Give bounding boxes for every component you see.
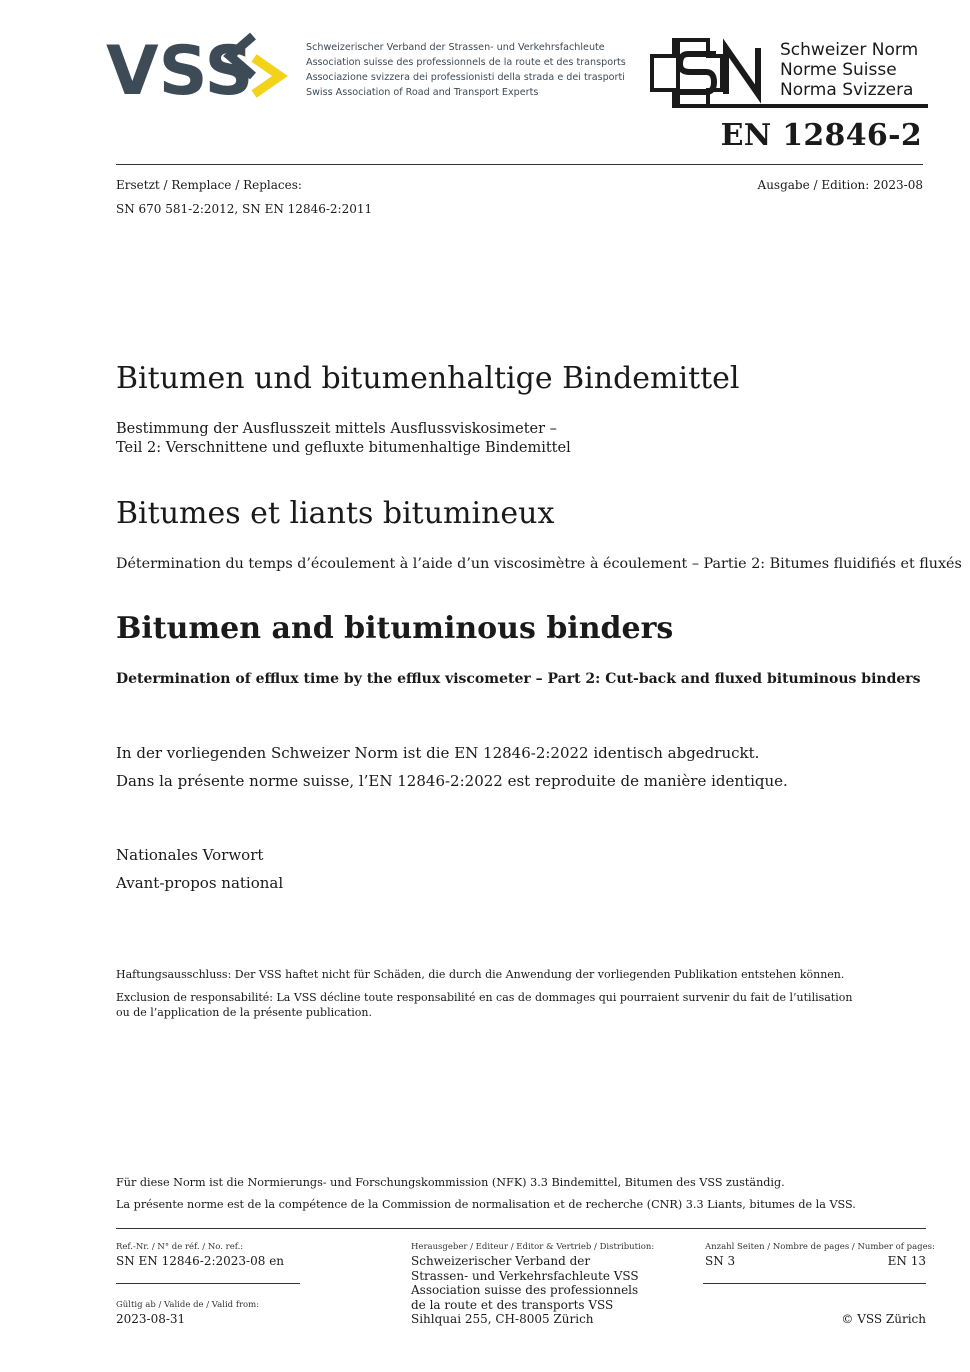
vss-tagline-de: Schweizerischer Verband der Strassen- und Verkehrsfachleute <box>306 42 605 53</box>
vss-logo-text: VSS <box>106 32 254 102</box>
subtitle-en: Determination of efflux time by the efflux viscometer – Part 2: Cut-back and fluxed bituminous binders <box>116 671 921 687</box>
publisher-line: Strassen- und Verkehrsfachleute VSS <box>411 1268 639 1283</box>
publisher-label: Herausgeber / Editeur / Editor & Vertrieb / Distribution: <box>411 1242 655 1252</box>
foreword-fr: Avant-propos national <box>116 874 284 892</box>
pages-divider <box>703 1283 926 1284</box>
vss-tagline <box>306 40 626 100</box>
pages-sn: SN 3 <box>705 1254 736 1268</box>
copyright: © VSS Zürich <box>841 1312 926 1326</box>
edition-label: Ausgabe / Edition: 2023-08 <box>757 178 923 192</box>
publisher-line: Sihlquai 255, CH-8005 Zürich <box>411 1312 594 1326</box>
disclaimer-fr-line-2: ou de l’application de la présente publication. <box>116 1006 372 1019</box>
valid-value: 2023-08-31 <box>116 1312 186 1326</box>
subtitle-de <box>116 420 571 458</box>
replaces-label: Ersetzt / Remplace / Replaces: <box>116 178 302 192</box>
disclaimer-de: Haftungsausschluss: Der VSS haftet nicht für Schäden, die durch die Anwendung der vorliegenden Publikation entstehen können. <box>116 968 845 981</box>
subtitle-de-line-1: Bestimmung der Ausflusszeit mittels Ausflussviskosimeter – <box>116 421 557 437</box>
publisher-line: de la route et des transports VSS <box>411 1297 614 1312</box>
publisher-line: Association suisse des professionnels <box>411 1283 639 1297</box>
responsibility-fr: La présente norme est de la compétence de la Commission de normalisation et de recherche (CNR) 3.3 Liants, bitumes de la VSS. <box>116 1198 856 1211</box>
subtitle-fr: Détermination du temps d’écoulement à l’aide d’un viscosimètre à écoulement – Partie 2: Bitumes fluidifiés et fluxés <box>116 556 962 572</box>
ref-divider <box>116 1283 300 1284</box>
subtitle-de-line-2: Teil 2: Verschnittene und gefluxte bitumenhaltige Bindemittel <box>116 440 571 456</box>
publisher-address <box>411 1254 639 1327</box>
statement-de: In der vorliegenden Schweizer Norm ist die EN 12846-2:2022 identisch abgedruckt. <box>116 744 760 762</box>
valid-label: Gültig ab / Valide de / Valid from: <box>116 1300 260 1310</box>
title-de: Bitumen und bitumenhaltige Bindemittel <box>116 361 740 396</box>
pages-label: Anzahl Seiten / Nombre de pages / Number of pages: <box>705 1242 935 1252</box>
vss-tagline-it: Associazione svizzera dei professionisti della strada e dei trasporti <box>306 72 625 83</box>
header-divider <box>116 164 923 165</box>
sn-name-fr: Norme Suisse <box>780 60 897 80</box>
ref-label: Ref.-Nr. / N° de réf. / No. ref.: <box>116 1242 244 1252</box>
footer-divider <box>116 1228 926 1229</box>
title-en: Bitumen and bituminous binders <box>116 611 674 646</box>
sn-name-de: Schweizer Norm <box>780 40 919 60</box>
vss-tagline-en: Swiss Association of Road and Transport Experts <box>306 87 539 98</box>
foreword-de: Nationales Vorwort <box>116 846 264 864</box>
publisher-line: Schweizerischer Verband der <box>411 1254 591 1268</box>
statement-fr: Dans la présente norme suisse, l’EN 12846-2:2022 est reproduite de manière identique. <box>116 772 788 790</box>
replaces-value: SN 670 581-2:2012, SN EN 12846-2:2011 <box>116 202 373 216</box>
document-number: EN 12846-2 <box>720 118 922 153</box>
vss-logo <box>106 32 291 102</box>
sn-name <box>780 40 918 100</box>
title-fr: Bitumes et liants bitumineux <box>116 496 555 531</box>
disclaimer-fr <box>116 990 852 1020</box>
disclaimer-fr-line-1: Exclusion de responsabilité: La VSS décline toute responsabilité en cas de dommages qui pourraient survenir du fait de l’utilisation <box>116 991 853 1004</box>
ref-value: SN EN 12846-2:2023-08 en <box>116 1254 285 1268</box>
vss-tagline-fr: Association suisse des professionnels de la route et des transports <box>306 57 626 68</box>
sn-name-it: Norma Svizzera <box>780 80 914 100</box>
pages-en: EN 13 <box>887 1254 926 1268</box>
responsibility-de: Für diese Norm ist die Normierungs- und Forschungskommission (NFK) 3.3 Bindemittel, Bitumen des VSS zuständig. <box>116 1176 785 1189</box>
